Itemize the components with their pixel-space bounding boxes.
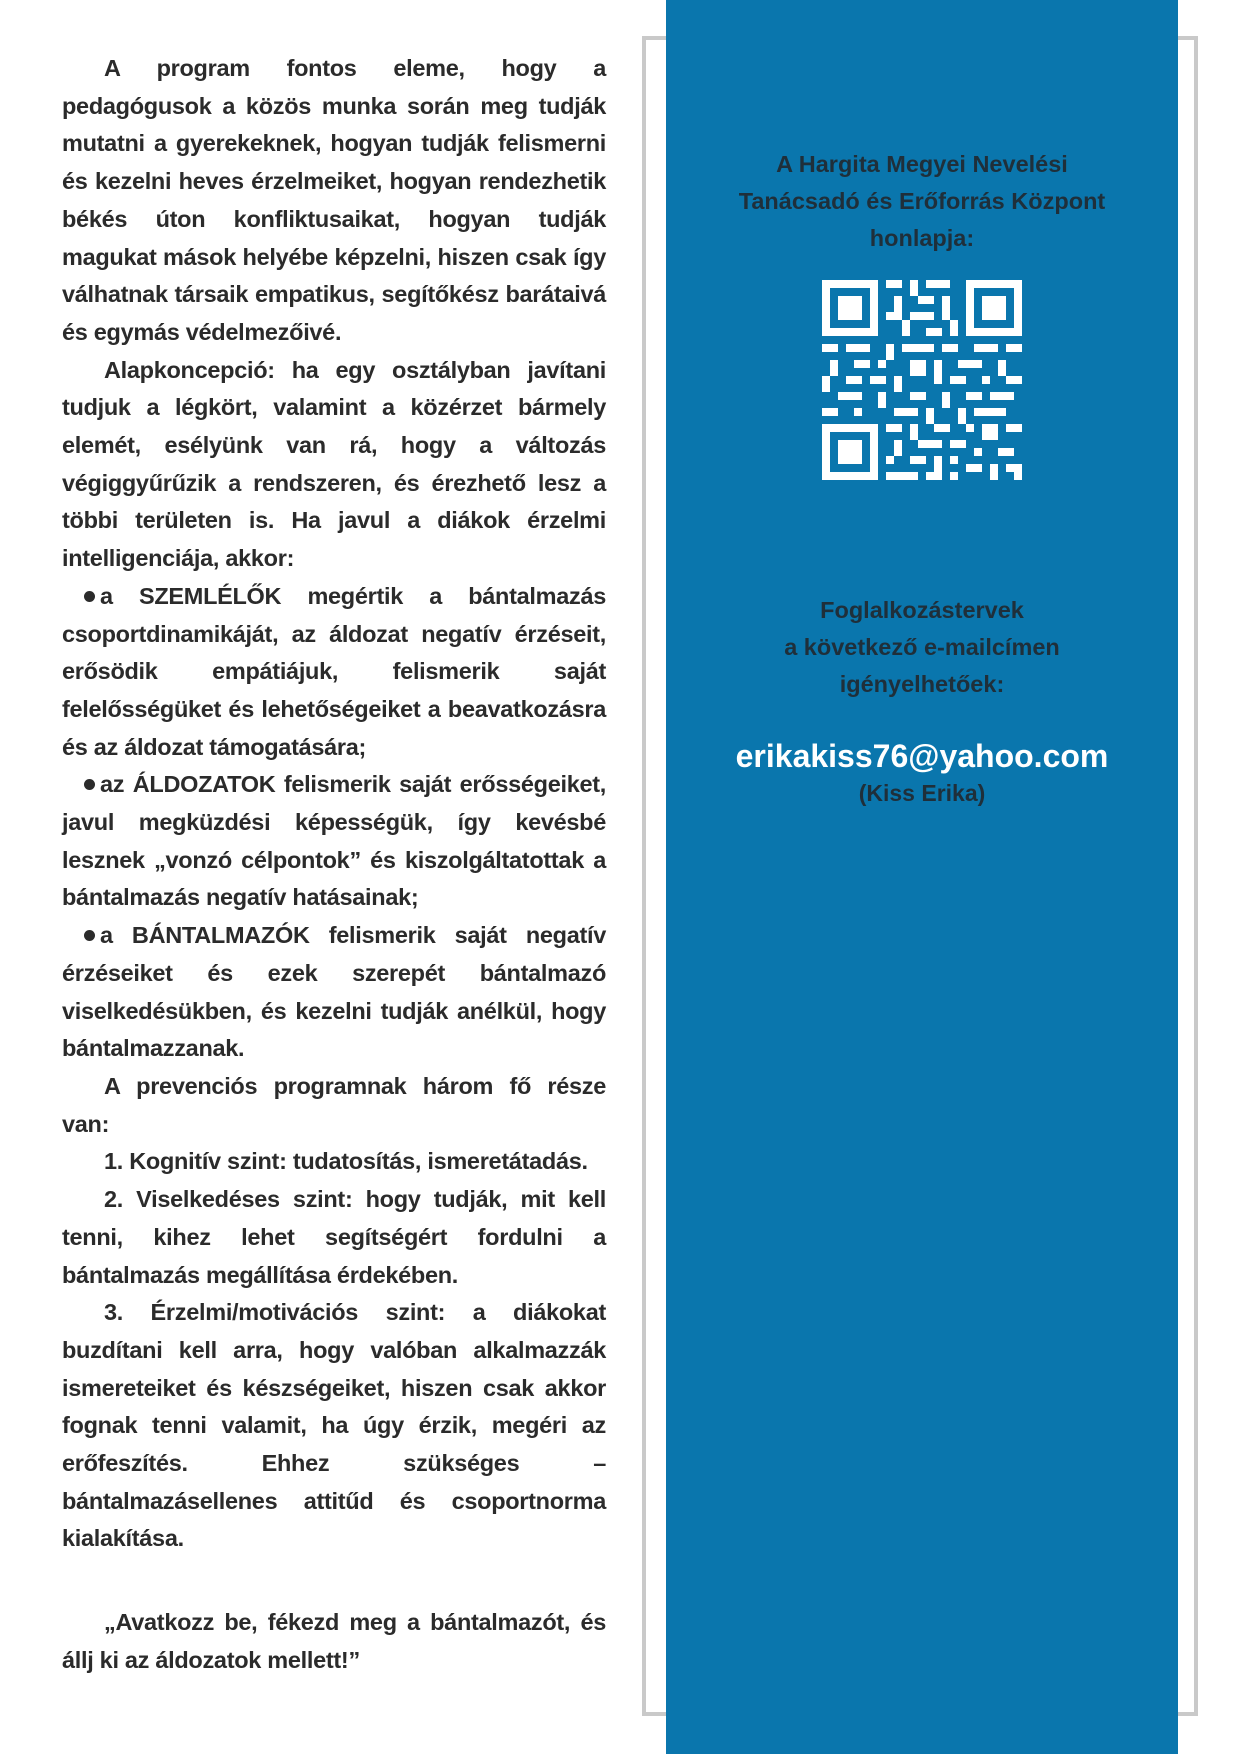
sidebar-panel: [666, 0, 1178, 1754]
list-item-emotional: 3. Érzelmi/motivációs szint: a diákokat buzdítani kell arra, hogy valóban alkalmazzák ismereteiket és készségeiket, hiszen csak akkor fognak tenni valamit, ha úgy érzik, megéri az erőfeszítés. Ehhez szükséges – bántalmazásellenes attitűd és csoportnorma kialakítása.: [62, 1299, 606, 1552]
list-item-cognitive: 1. Kognitív szint: tudatosítás, ismeretátadás.: [104, 1148, 588, 1175]
plans-heading: [666, 592, 1178, 703]
bullet-victims: [62, 766, 606, 917]
qr-code-icon[interactable]: [822, 280, 1022, 480]
contact-name: (Kiss Erika): [858, 780, 986, 806]
spacer: [62, 1558, 606, 1604]
website-heading-line3: honlapja:: [869, 225, 975, 251]
bullet-dot-icon: [84, 930, 95, 941]
plans-heading-line2: a következő e-mailcímen: [784, 634, 1060, 660]
bullet-bystanders-text: a SZEMLÉLŐK megértik a bántalmazás csoportdinamikáját, az áldozat negatív érzéseit, erősödik empátiájuk, felismerik saját felelősségüket és lehetőségeiket a beavatkozásra és az áldozat támogatására;: [62, 582, 606, 760]
email-link[interactable]: erikakiss76@yahoo.com: [735, 738, 1109, 774]
plans-heading-line1: Foglalkozástervek: [820, 597, 1024, 623]
bullet-bullies: [62, 917, 606, 1068]
website-heading-line2: Tanácsadó és Erőforrás Központ: [738, 188, 1106, 214]
bullet-bystanders: [62, 578, 606, 767]
list-item-behavioral: 2. Viselkedéses szint: hogy tudják, mit kell tenni, kihez lehet segítségért fordulni a bántalmazás megállítása érdekében.: [62, 1186, 606, 1288]
paragraph-prevention: A prevenciós programnak három fő része van:: [62, 1072, 606, 1137]
main-text-column: [62, 50, 606, 1680]
paragraph-concept: Alapkoncepció: ha egy osztályban javítani tudjuk a légkört, valamint a közérzet bármely elemét, esélyünk van rá, hogy a változás végiggyűrűzik a rendszeren, és érezhető lesz a többi területen is. Ha javul a diákok érzelmi intelligenciája, akkor:: [62, 356, 606, 572]
paragraph-intro: A program fontos eleme, hogy a pedagógusok a közös munka során meg tudják mutatni a gyerekeknek, hogyan tudják felismerni és kezelni heves érzelmeiket, hogyan rendezhetik békés úton konfliktusaikat, hogyan tudják magukat mások helyébe képzelni, hiszen csak így válhatnak társaik empatikus, segítőkész barátaivá és egymás védelmezőivé.: [62, 55, 606, 345]
bullet-victims-text: az ÁLDOZATOK felismerik saját erősségeiket, javul megküzdési képességük, így kevésbé lesznek „vonzó célpontok” és kiszolgáltatottak a bántalmazás negatív hatásainak;: [62, 771, 606, 911]
closing-quote: „Avatkozz be, fékezd meg a bántalmazót, és állj ki az áldozatok mellett!”: [62, 1609, 606, 1673]
bullet-dot-icon: [84, 591, 95, 602]
plans-heading-line3: igényelhetőek:: [839, 671, 1005, 697]
bullet-bullies-text: a BÁNTALMAZÓK felismerik saját negatív érzéseiket és ezek szerepét bántalmazó viselkedésükben, és kezelni tudják anélkül, hogy bántalmazzanak.: [62, 922, 606, 1062]
bullet-dot-icon: [84, 779, 95, 790]
website-heading-line1: A Hargita Megyei Nevelési: [776, 151, 1068, 177]
website-heading: [666, 146, 1178, 257]
